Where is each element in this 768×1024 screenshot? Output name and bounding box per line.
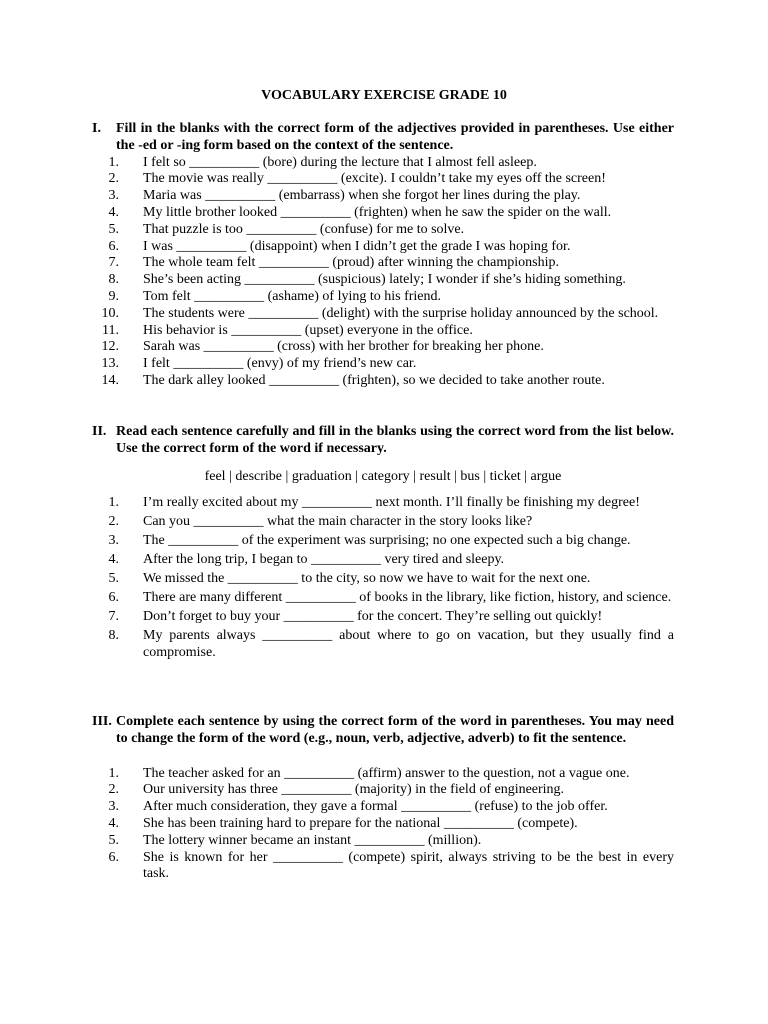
list-item: [92, 609, 674, 626]
item-number: 5.: [108, 571, 119, 587]
item-number: 5.: [108, 221, 119, 237]
word-bank: feel | describe | graduation | category | result | bus | ticket | argue: [204, 468, 562, 484]
list-item: [92, 222, 674, 239]
list-item: [92, 799, 674, 816]
list-item: [92, 188, 674, 205]
item-sentence: After much consideration, they gave a formal __________ (refuse) to the job offer.: [143, 799, 608, 815]
item-number: 1.: [108, 495, 119, 511]
section-heading: [92, 714, 674, 748]
list-item: [92, 171, 674, 188]
item-sentence: My little brother looked __________ (frighten) when he saw the spider on the wall.: [143, 204, 612, 220]
list-item: [92, 782, 674, 799]
page-title: VOCABULARY EXERCISE GRADE 10: [261, 88, 507, 103]
section-instructions: Read each sentence carefully and fill in the blanks using the correct word from the list below. Use the correct form of the word if necessary.: [116, 424, 674, 456]
item-sentence: She’s been acting __________ (suspicious) lately; I wonder if she’s hiding something.: [143, 272, 626, 288]
item-number: 11.: [102, 322, 119, 338]
list-item: [92, 816, 674, 833]
item-sentence: My parents always __________ about where to go on vacation, but they usually find a compromise.: [143, 628, 674, 661]
section-instructions: Complete each sentence by using the correct form of the word in parentheses. You may need to change the form of the word (e.g., noun, verb, adjective, adverb) to fit the sentence.: [116, 714, 674, 746]
item-number: 2.: [108, 782, 119, 798]
item-number: 12.: [101, 339, 119, 355]
item-number: 2.: [108, 171, 119, 187]
item-number: 3.: [108, 188, 119, 204]
list-item: [92, 356, 674, 373]
list-item: [92, 272, 674, 289]
list-item: [92, 323, 674, 340]
item-number: 9.: [108, 288, 119, 304]
item-number: 1.: [108, 765, 119, 781]
section-heading: [92, 121, 674, 155]
item-sentence: The lottery winner became an instant __________ (million).: [143, 832, 482, 848]
list-item: [92, 306, 674, 323]
item-sentence: Our university has three __________ (majority) in the field of engineering.: [143, 782, 565, 798]
item-number: 14.: [101, 372, 119, 388]
item-sentence: Can you __________ what the main character in the story looks like?: [143, 514, 533, 530]
list-item: [92, 766, 674, 783]
item-sentence: I was __________ (disappoint) when I didn’t get the grade I was hoping for.: [143, 238, 571, 254]
item-sentence: Sarah was __________ (cross) with her brother for breaking her phone.: [143, 339, 544, 355]
list-item: [92, 289, 674, 306]
item-number: 6.: [108, 238, 119, 254]
item-sentence: The dark alley looked __________ (frighten), so we decided to take another route.: [143, 372, 605, 388]
item-number: 13.: [101, 356, 119, 372]
item-sentence: We missed the __________ to the city, so now we have to wait for the next one.: [143, 571, 591, 587]
exercise-list: [92, 495, 674, 661]
item-sentence: His behavior is __________ (upset) everyone in the office.: [143, 322, 473, 338]
list-item: [92, 552, 674, 569]
item-number: 8.: [108, 272, 119, 288]
item-sentence: The students were __________ (delight) with the surprise holiday announced by the school.: [143, 305, 659, 321]
item-sentence: Don’t forget to buy your __________ for the concert. They’re selling out quickly!: [143, 609, 603, 625]
item-number: 4.: [108, 552, 119, 568]
item-sentence: She is known for her __________ (compete) spirit, always striving to be the best in every task.: [143, 849, 674, 882]
item-number: 6.: [108, 849, 119, 865]
item-sentence: I felt __________ (envy) of my friend’s new car.: [143, 356, 417, 372]
list-item: [92, 205, 674, 222]
exercise-list: [92, 766, 674, 884]
section-instructions: Fill in the blanks with the correct form of the adjectives provided in parentheses. Use either the -ed or -ing form based on the context of the sentence.: [116, 121, 674, 153]
item-sentence: There are many different __________ of books in the library, like fiction, history, and science.: [143, 590, 672, 606]
item-number: 7.: [108, 255, 119, 271]
section-heading: [92, 424, 674, 458]
item-sentence: Maria was __________ (embarrass) when she forgot her lines during the play.: [143, 188, 581, 204]
item-sentence: The __________ of the experiment was surprising; no one expected such a big change.: [143, 533, 631, 549]
item-number: 10.: [101, 305, 119, 321]
item-number: 3.: [108, 533, 119, 549]
item-sentence: I’m really excited about my __________ next month. I’ll finally be finishing my degree!: [143, 495, 640, 511]
item-sentence: The teacher asked for an __________ (affirm) answer to the question, not a vague one.: [143, 765, 630, 781]
list-item: [92, 339, 674, 356]
list-item: [92, 628, 674, 662]
list-item: [92, 239, 674, 256]
exercise-list: [92, 155, 674, 390]
item-sentence: That puzzle is too __________ (confuse) for me to solve.: [143, 221, 465, 237]
item-sentence: The movie was really __________ (excite). I couldn’t take my eyes off the screen!: [143, 171, 606, 187]
list-item: [92, 571, 674, 588]
list-item: [92, 833, 674, 850]
list-item: [92, 533, 674, 550]
list-item: [92, 495, 674, 512]
section-3: [92, 714, 674, 883]
section-number: II.: [92, 424, 107, 439]
item-sentence: She has been training hard to prepare for the national __________ (compete).: [143, 815, 578, 831]
list-item: [92, 155, 674, 172]
item-number: 5.: [108, 832, 119, 848]
section-2: [92, 424, 674, 664]
item-number: 8.: [108, 628, 119, 644]
item-number: 7.: [108, 609, 119, 625]
item-sentence: I felt so __________ (bore) during the lecture that I almost fell asleep.: [143, 154, 537, 170]
item-number: 4.: [108, 815, 119, 831]
item-number: 1.: [108, 154, 119, 170]
list-item: [92, 850, 674, 884]
list-item: [92, 514, 674, 531]
section-1: [92, 121, 674, 390]
item-number: 6.: [108, 590, 119, 606]
item-sentence: The whole team felt __________ (proud) after winning the championship.: [143, 255, 560, 271]
item-number: 4.: [108, 204, 119, 220]
section-number: I.: [92, 121, 101, 136]
list-item: [92, 373, 674, 390]
list-item: [92, 255, 674, 272]
section-number: III.: [92, 714, 112, 729]
item-number: 2.: [108, 514, 119, 530]
item-sentence: After the long trip, I began to __________ very tired and sleepy.: [143, 552, 505, 568]
list-item: [92, 590, 674, 607]
item-number: 3.: [108, 799, 119, 815]
item-sentence: Tom felt __________ (ashame) of lying to his friend.: [143, 288, 442, 304]
